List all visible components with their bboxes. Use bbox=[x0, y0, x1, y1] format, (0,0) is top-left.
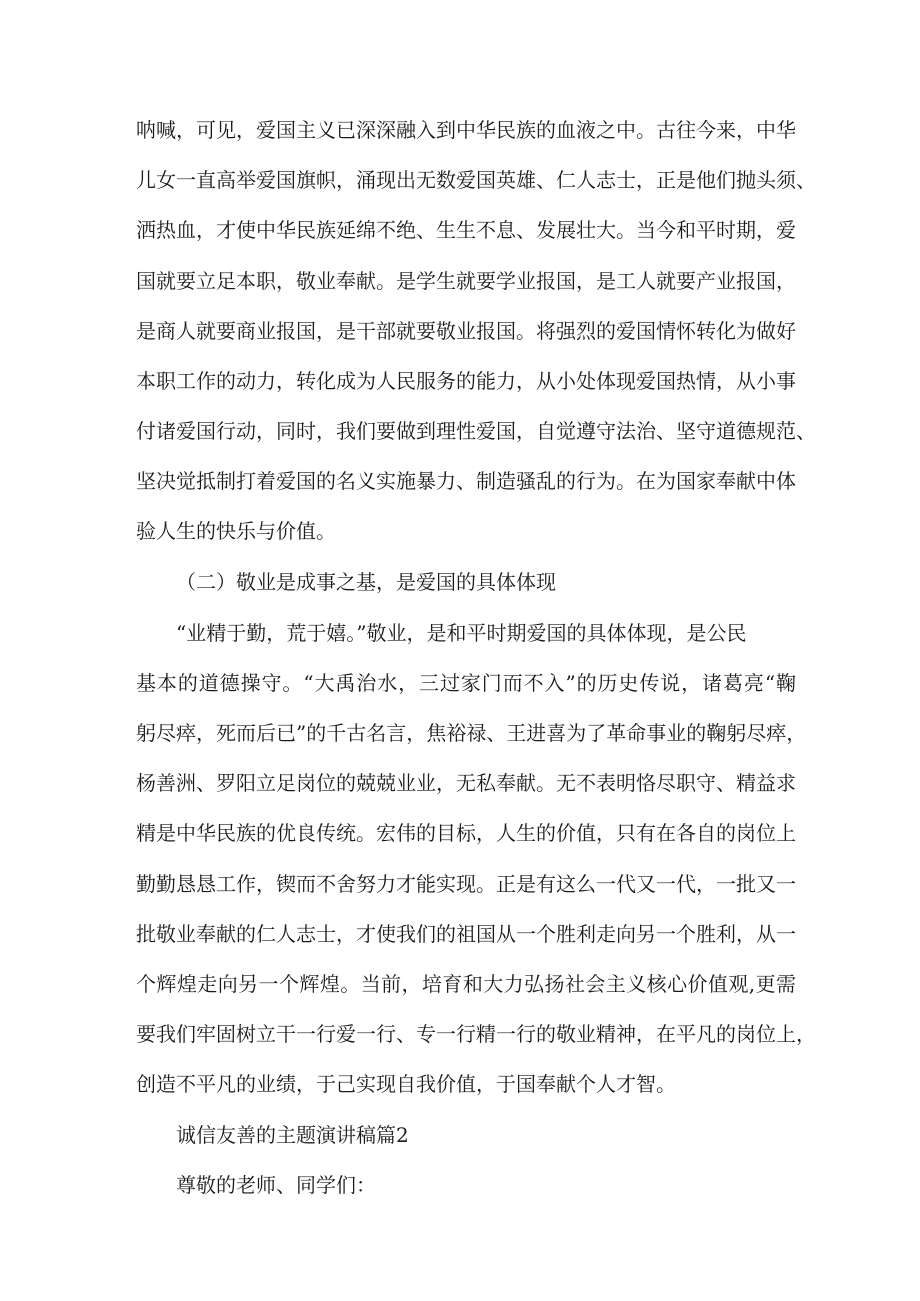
paragraph-line: 个辉煌走向另一个辉煌。当前，培育和大力弘扬社会主义核心价值观,更需 bbox=[136, 972, 796, 996]
paragraph-line: 躬尽瘁，死而后已”的千古名言，焦裕禄、王进喜为了革命事业的鞠躬尽瘁， bbox=[136, 721, 807, 745]
paragraph-line: 杨善洲、罗阳立足岗位的兢兢业业，无私奉献。无不表明恪尽职守、精益求 bbox=[136, 771, 796, 795]
paragraph-line: 基本的道德操守。“大禹治水，三过家门而不入”的历史传说，诸葛亮“鞠 bbox=[136, 671, 796, 695]
paragraph-line: 要我们牢固树立干一行爱一行、专一行精一行的敬业精神，在平凡的岗位上， bbox=[136, 1022, 816, 1046]
paragraph-line: 国就要立足本职，敬业奉献。是学生就要学业报国，是工人就要产业报国， bbox=[136, 269, 796, 293]
paragraph-line: 本职工作的动力，转化成为人民服务的能力，从小处体现爱国热情，从小事 bbox=[136, 369, 796, 393]
paragraph-line: 勤勤恳恳工作，锲而不舍努力才能实现。正是有这么一代又一代，一批又一 bbox=[136, 872, 796, 896]
paragraph-line: 创造不平凡的业绩，于己实现自我价值，于国奉献个人才智。 bbox=[136, 1072, 676, 1096]
paragraph-line: “业精于勤，荒于嬉。”敬业，是和平时期爱国的具体体现，是公民 bbox=[176, 621, 747, 645]
salutation: 尊敬的老师、同学们： bbox=[176, 1173, 376, 1197]
paragraph-line: 精是中华民族的优良传统。宏伟的目标，人生的价值，只有在各自的岗位上 bbox=[136, 821, 796, 845]
paragraph-line: 验人生的快乐与价值。 bbox=[136, 519, 336, 543]
paragraph-line: 付诸爱国行动，同时，我们要做到理性爱国，自觉遵守法治、坚守道德规范、 bbox=[136, 419, 816, 443]
paragraph-line: 呐喊，可见，爱国主义已深深融入到中华民族的血液之中。古往今来，中华 bbox=[136, 118, 796, 142]
next-speech-title: 诚信友善的主题演讲稿篇2 bbox=[176, 1123, 409, 1147]
section-heading: （二）敬业是成事之基，是爱国的具体体现 bbox=[176, 570, 556, 594]
paragraph-line: 是商人就要商业报国，是干部就要敬业报国。将强烈的爱国情怀转化为做好 bbox=[136, 319, 796, 343]
paragraph-line: 坚决觉抵制打着爱国的名义实施暴力、制造骚乱的行为。在为国家奉献中体 bbox=[136, 469, 796, 493]
paragraph-line: 批敬业奉献的仁人志士，才使我们的祖国从一个胜利走向另一个胜利，从一 bbox=[136, 922, 796, 946]
paragraph-line: 儿女一直高举爱国旗帜，涌现出无数爱国英雄、仁人志士，正是他们抛头须、 bbox=[136, 168, 816, 192]
paragraph-line: 洒热血，才使中华民族延绵不绝、生生不息、发展壮大。当今和平时期，爱 bbox=[136, 218, 796, 242]
